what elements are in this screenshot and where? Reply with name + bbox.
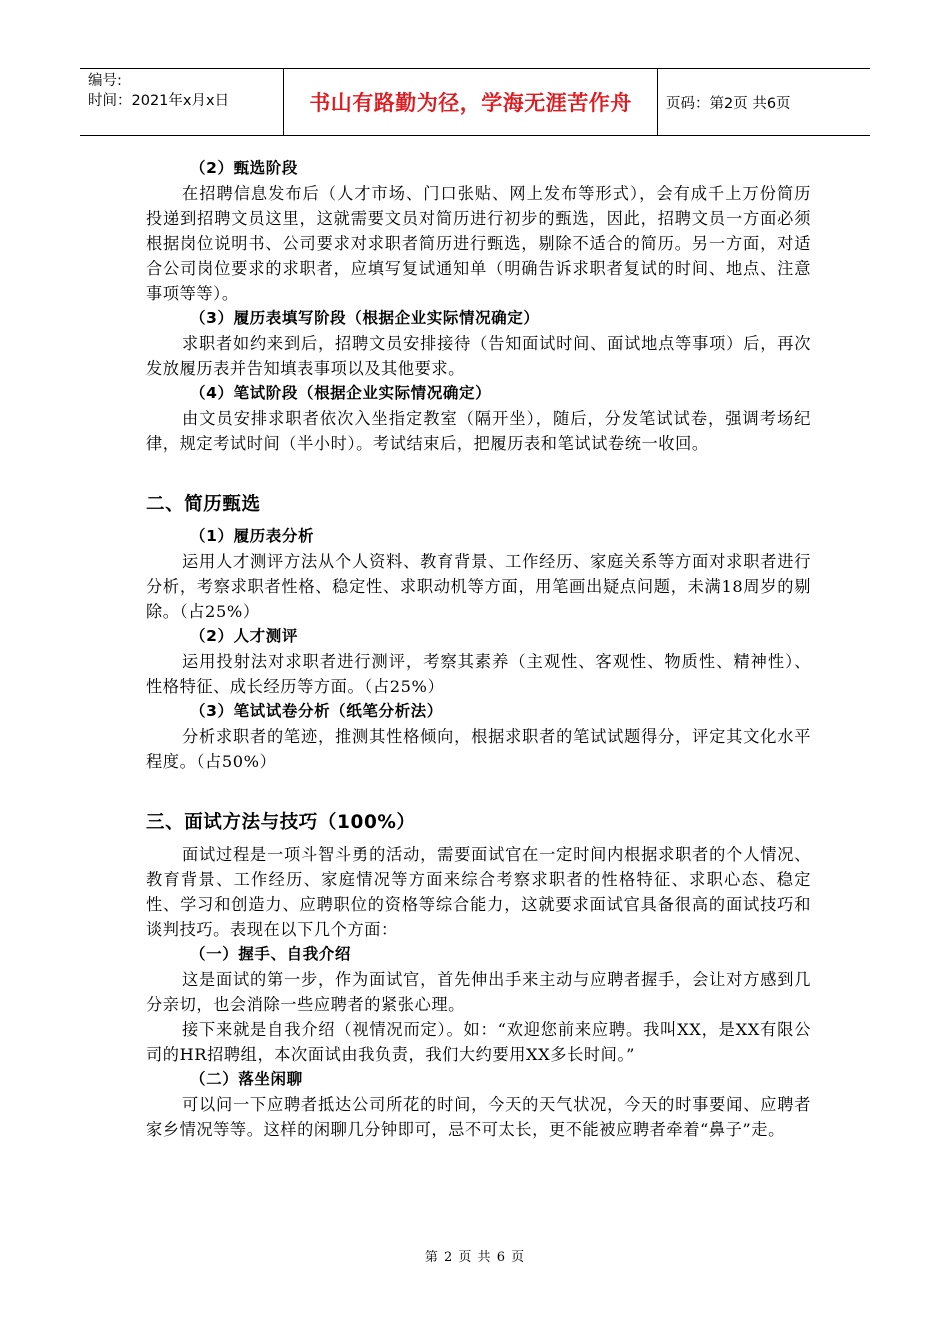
subheading: （2）甄选阶段: [190, 159, 298, 177]
subheading: （4）笔试阶段（根据企业实际情况确定）: [190, 384, 492, 402]
subheading: （二）落坐闲聊: [190, 1070, 303, 1088]
subheading: （3）履历表填写阶段（根据企业实际情况确定）: [190, 309, 540, 327]
document-number-label: 编号:: [88, 73, 122, 89]
paragraph: 接下来就是自我介绍（视情况而定）。如：“欢迎您前来应聘。我叫XX，是XX有限公司的HR招聘组，本次面试由我负责，我们大约要用XX多长时间。”: [146, 1020, 811, 1064]
subheading: （2）人才测评: [190, 627, 298, 645]
document-body: [146, 156, 811, 1142]
header-page-number: 页码：第2页 共6页: [666, 95, 791, 112]
page-footer: 第 2 页 共 6 页: [424, 1250, 526, 1265]
document-time-label: 时间：2021年x月x日: [88, 93, 230, 109]
paragraph: 面试过程是一项斗智斗勇的活动，需要面试官在一定时间内根据求职者的个人情况、教育背景、工作经历、家庭情况等方面来综合考察求职者的性格特征、求职心态、稳定性、学习和创造力、应聘职位的资格等综合能力，这就要求面试官具备很高的面试技巧和谈判技巧。表现在以下几个方面：: [146, 845, 811, 939]
subheading: （一）握手、自我介绍: [190, 945, 352, 963]
subheading: （3）笔试试卷分析（纸笔分析法）: [190, 702, 443, 720]
section-title: 三、面试方法与技巧（100%）: [146, 812, 416, 833]
paragraph: 运用人才测评方法从个人资料、教育背景、工作经历、家庭关系等方面对求职者进行分析，考察求职者性格、稳定性、求职动机等方面，用笔画出疑点问题，未满18周岁的剔除。（占25%）: [146, 552, 811, 621]
paragraph: 运用投射法对求职者进行测评，考察其素养（主观性、客观性、物质性、精神性）、性格特征、成长经历等方面。（占25%）: [146, 652, 811, 696]
paragraph: 分析求职者的笔迹，推测其性格倾向，根据求职者的笔试试题得分，评定其文化水平程度。（占50%）: [146, 727, 811, 771]
paragraph: 可以问一下应聘者抵达公司所花的时间，今天的天气状况，今天的时事要闻、应聘者家乡情况等等。这样的闲聊几分钟即可，忌不可太长，更不能被应聘者牵着“鼻子”走。: [146, 1095, 811, 1139]
paragraph: 由文员安排求职者依次入坐指定教室（隔开坐），随后，分发笔试试卷，强调考场纪律，规定考试时间（半小时）。考试结束后，把履历表和笔试试卷统一收回。: [146, 409, 811, 453]
page-header: [80, 68, 870, 136]
paragraph: 这是面试的第一步，作为面试官，首先伸出手来主动与应聘者握手，会让对方感到几分亲切，也会消除一些应聘者的紧张心理。: [146, 970, 811, 1014]
header-motto: 书山有路勤为径，学海无涯苦作舟: [284, 69, 658, 135]
section-title: 二、简历甄选: [146, 494, 261, 515]
subheading: （1）履历表分析: [190, 527, 315, 545]
paragraph: 在招聘信息发布后（人才市场、门口张贴、网上发布等形式），会有成千上万份简历投递到招聘文员这里，这就需要文员对简历进行初步的甄选，因此，招聘文员一方面必须根据岗位说明书、公司要求对求职者简历进行甄选，剔除不适合的简历。另一方面，对适合公司岗位要求的求职者，应填写复试通知单（明确告诉求职者复试的时间、地点、注意事项等等）。: [146, 184, 811, 303]
paragraph: 求职者如约来到后，招聘文员安排接待（告知面试时间、面试地点等事项）后，再次发放履历表并告知填表事项以及其他要求。: [146, 334, 811, 378]
header-meta: [80, 69, 284, 135]
